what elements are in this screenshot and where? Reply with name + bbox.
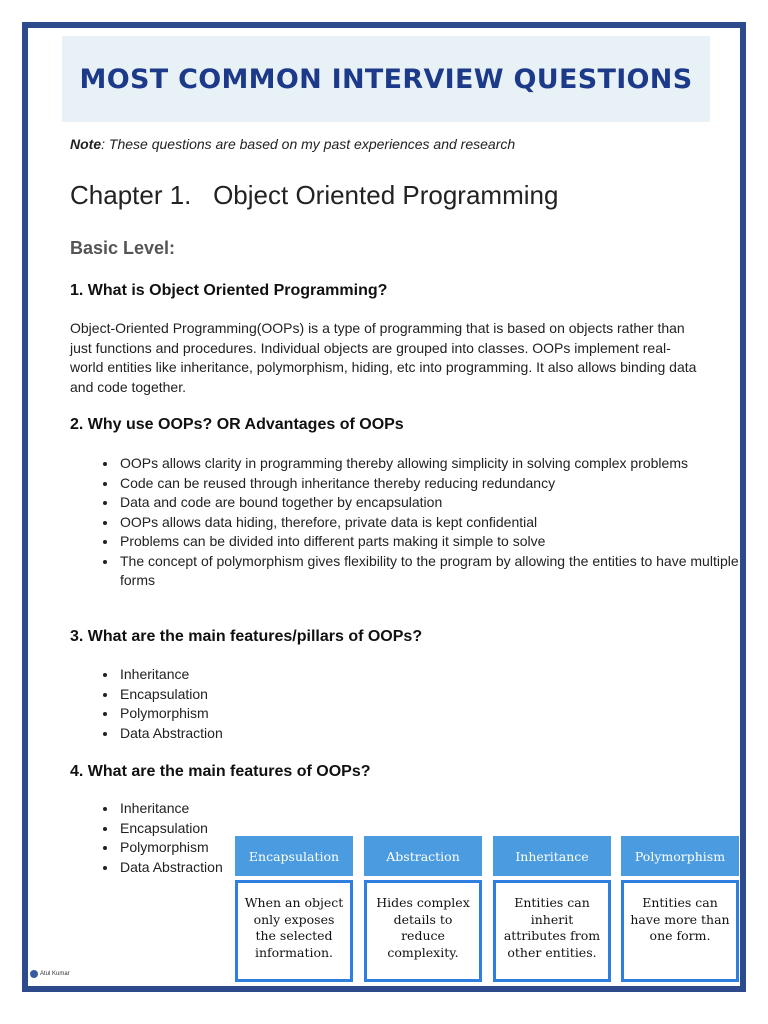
- card-inheritance-title: Inheritance: [493, 836, 611, 876]
- question-2-heading: 2. Why use OOPs? OR Advantages of OOPs: [70, 416, 404, 433]
- author-credit: [30, 970, 70, 978]
- list-item: • Encapsulation: [118, 685, 748, 705]
- list-item: • Inheritance: [118, 665, 748, 685]
- level-heading: Basic Level:: [70, 238, 176, 258]
- question-1-answer: Object-Oriented Programming(OOPs) is a type of programming that is based on objects rather than just functions and procedures. Individual objects are grouped into classes. OOPs implement real-world entities like inheritance, polymorphism, hiding, etc into programming. It also allows binding data and code together.: [70, 320, 697, 395]
- note-label: Note: [70, 136, 102, 152]
- card-abstraction-title: Abstraction: [364, 836, 482, 876]
- card-encapsulation-description: When an object only exposes the selected information.: [235, 880, 353, 982]
- list-item: • Inheritance: [118, 799, 748, 819]
- list-item: • Polymorphism: [118, 704, 748, 724]
- card-polymorphism-title: Polymorphism: [621, 836, 739, 876]
- list-item: • Problems can be divided into different parts making it simple to solve: [118, 532, 748, 552]
- card-polymorphism-description: Entities can have more than one form.: [621, 880, 739, 982]
- page-title: MOST COMMON INTERVIEW QUESTIONS: [79, 63, 693, 95]
- author-name: Atul Kumar: [40, 971, 70, 977]
- list-item: • Data Abstraction: [118, 858, 748, 878]
- question-1-heading: 1. What is Object Oriented Programming?: [70, 282, 388, 299]
- list-item: • Data Abstraction: [118, 724, 748, 744]
- list-item: • Encapsulation: [118, 819, 748, 839]
- list-item: • Code can be reused through inheritance thereby reducing redundancy: [118, 474, 748, 494]
- card-abstraction-description: Hides complex details to reduce complexity.: [364, 880, 482, 982]
- card-encapsulation-title: Encapsulation: [235, 836, 353, 876]
- note: [70, 136, 515, 152]
- title-banner: [62, 36, 710, 122]
- question-4-heading: 4. What are the main features of OOPs?: [70, 763, 371, 780]
- list-item: • OOPs allows data hiding, therefore, private data is kept confidential: [118, 513, 748, 533]
- question-2-list: [70, 454, 748, 591]
- list-item: • Polymorphism: [118, 838, 748, 858]
- question-3-heading: 3. What are the main features/pillars of OOPs?: [70, 628, 423, 645]
- list-item: • Data and code are bound together by encapsulation: [118, 493, 748, 513]
- author-avatar-icon: [30, 970, 38, 978]
- card-inheritance-description: Entities can inherit attributes from other entities.: [493, 880, 611, 982]
- chapter-heading: Chapter 1. Object Oriented Programming: [70, 180, 559, 210]
- note-text: : These questions are based on my past experiences and research: [101, 136, 516, 152]
- list-item: • The concept of polymorphism gives flexibility to the program by allowing the entities to have multiple forms: [118, 552, 748, 591]
- question-3-list: [70, 665, 748, 743]
- list-item: • OOPs allows clarity in programming thereby allowing simplicity in solving complex problems: [118, 454, 748, 474]
